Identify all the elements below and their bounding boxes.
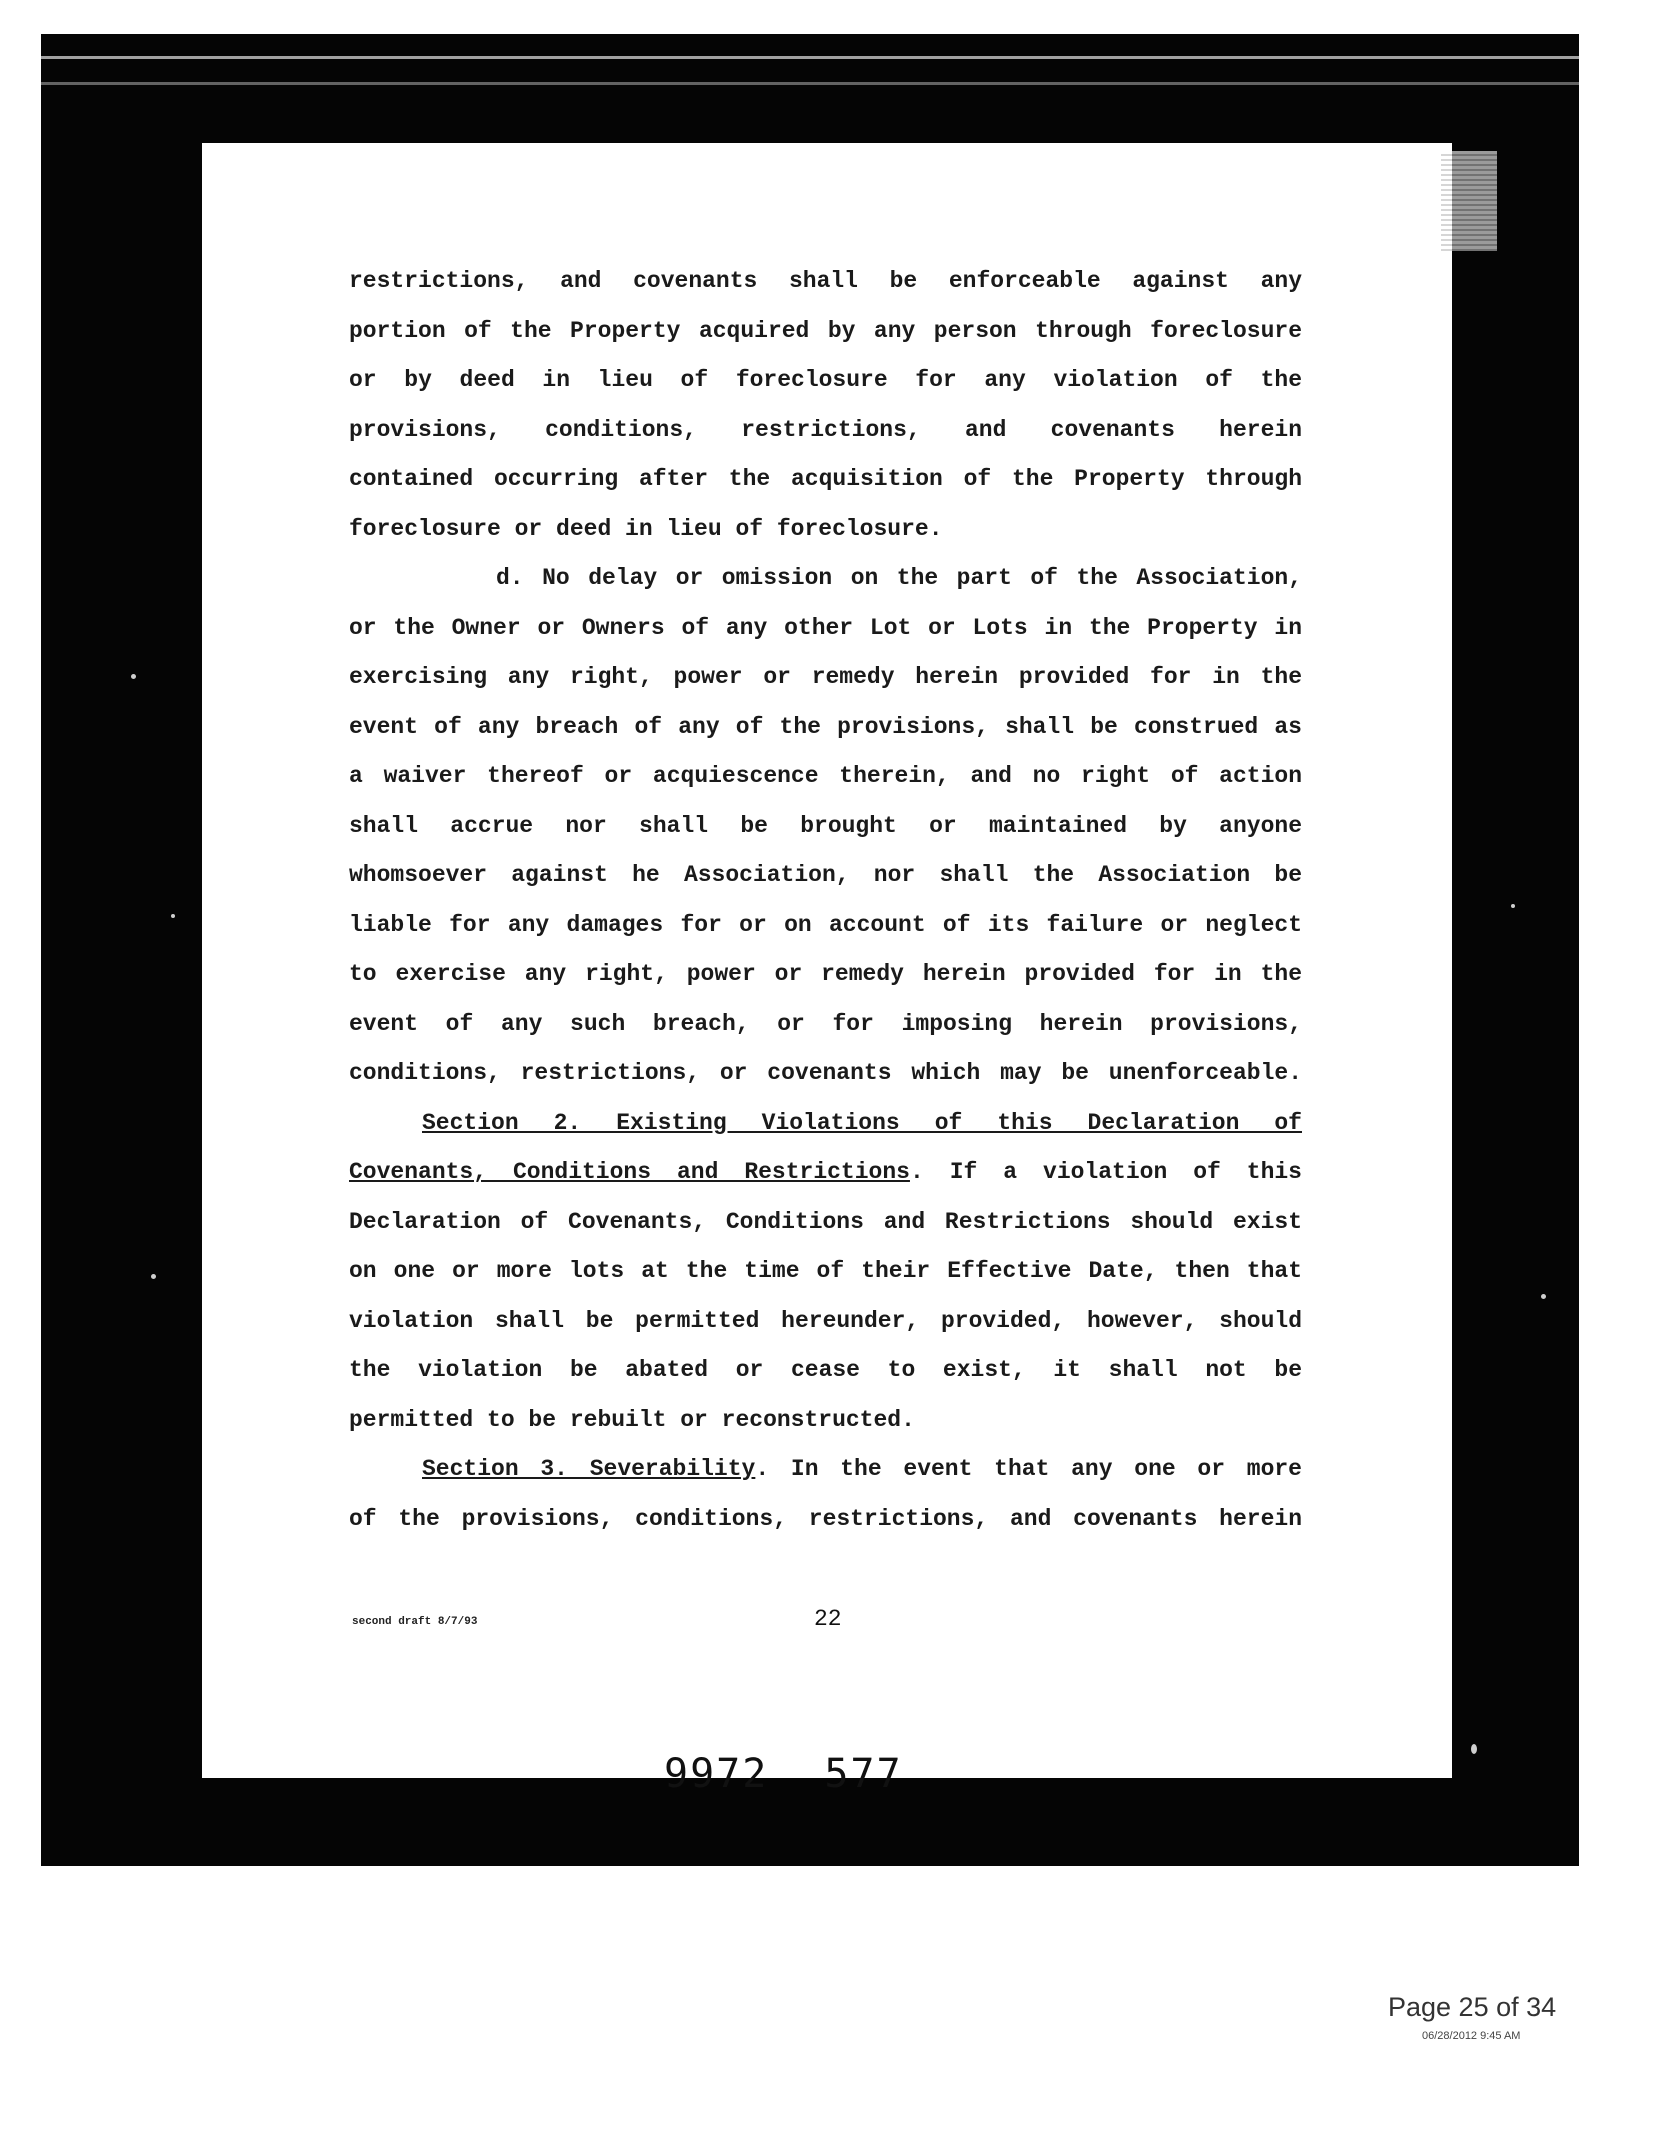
text-line: permitted to be rebuilt or reconstructed. — [349, 1406, 915, 1433]
document-body — [349, 257, 1302, 1544]
page-number: 22 — [814, 1606, 842, 1632]
text-line: exercising any right, power or remedy herein provided for in the — [349, 664, 1302, 690]
page-reference: 577 — [824, 1751, 903, 1797]
scan-speck — [131, 674, 136, 679]
text-line: shall accrue nor shall be brought or maintained by anyone — [349, 812, 1302, 839]
document-page — [202, 143, 1452, 1797]
section-3-heading: Section 3. Severability — [422, 1456, 756, 1482]
section-2-heading-cont: Covenants, Conditions and Restrictions — [349, 1159, 910, 1185]
recording-reference — [664, 1751, 959, 1797]
text-line: conditions, restrictions, or covenants which may be unenforceable. — [349, 1060, 1302, 1086]
text-line: contained occurring after the acquisition of the Property through — [349, 466, 1302, 492]
section-2-heading: Section 2. Existing Violations of this Declaration of — [422, 1109, 1302, 1136]
draft-note: second draft 8/7/93 — [352, 1616, 478, 1628]
text-line: liable for any damages for or on account of its failure or neglect — [349, 911, 1302, 938]
text-line: whomsoever against he Association, nor shall the Association be — [349, 862, 1302, 888]
scan-speck — [151, 1274, 156, 1279]
scanned-page-frame — [41, 34, 1579, 1866]
page-counter: Page 25 of 34 — [1388, 1992, 1557, 2022]
text-line: restrictions, and covenants shall be enforceable against any — [349, 268, 1302, 294]
text-line: to exercise any right, power or remedy herein provided for in the — [349, 961, 1302, 987]
text-line: portion of the Property acquired by any person through foreclosure — [349, 317, 1302, 344]
text-line: a waiver thereof or acquiescence therein, and no right of action — [349, 763, 1302, 789]
scan-streak — [41, 56, 1579, 59]
section-3-heading-line — [349, 1445, 1302, 1495]
scan-stamp-mark — [1441, 151, 1497, 251]
text-line: provisions, conditions, restrictions, and covenants herein — [349, 416, 1302, 443]
print-timestamp: 06/28/2012 9:45 AM — [1422, 2030, 1521, 2042]
text-line: the violation be abated or cease to exist, it shall not be — [349, 1357, 1302, 1383]
scan-speck — [1511, 904, 1515, 908]
text-line: Declaration of Covenants, Conditions and Restrictions should exist — [349, 1208, 1302, 1235]
text-line: violation shall be permitted hereunder, provided, however, should — [349, 1307, 1302, 1334]
text-line: of the provisions, conditions, restrictions, and covenants herein — [349, 1505, 1302, 1532]
book-number: 9972 — [664, 1751, 769, 1797]
scan-speck — [1541, 1294, 1546, 1299]
section-3-heading-tail: . In the event that any one or more — [755, 1456, 1302, 1482]
scan-streak — [41, 82, 1579, 85]
text-line: foreclosure or deed in lieu of foreclosure. — [349, 515, 943, 542]
text-line: event of any such breach, or for imposing herein provisions, — [349, 1010, 1302, 1037]
text-line: event of any breach of any of the provisions, shall be construed as — [349, 713, 1302, 740]
text-line: or by deed in lieu of foreclosure for any violation of the — [349, 367, 1302, 393]
section-2-heading-line — [349, 1148, 1302, 1198]
text-line: d. No delay or omission on the part of the Association, — [496, 565, 1302, 591]
scan-speck — [1471, 1744, 1477, 1754]
section-2-heading-tail: . If a violation of this — [909, 1159, 1302, 1185]
text-line: on one or more lots at the time of their Effective Date, then that — [349, 1258, 1302, 1284]
text-line: or the Owner or Owners of any other Lot or Lots in the Property in — [349, 614, 1302, 641]
scan-speck — [171, 914, 175, 918]
